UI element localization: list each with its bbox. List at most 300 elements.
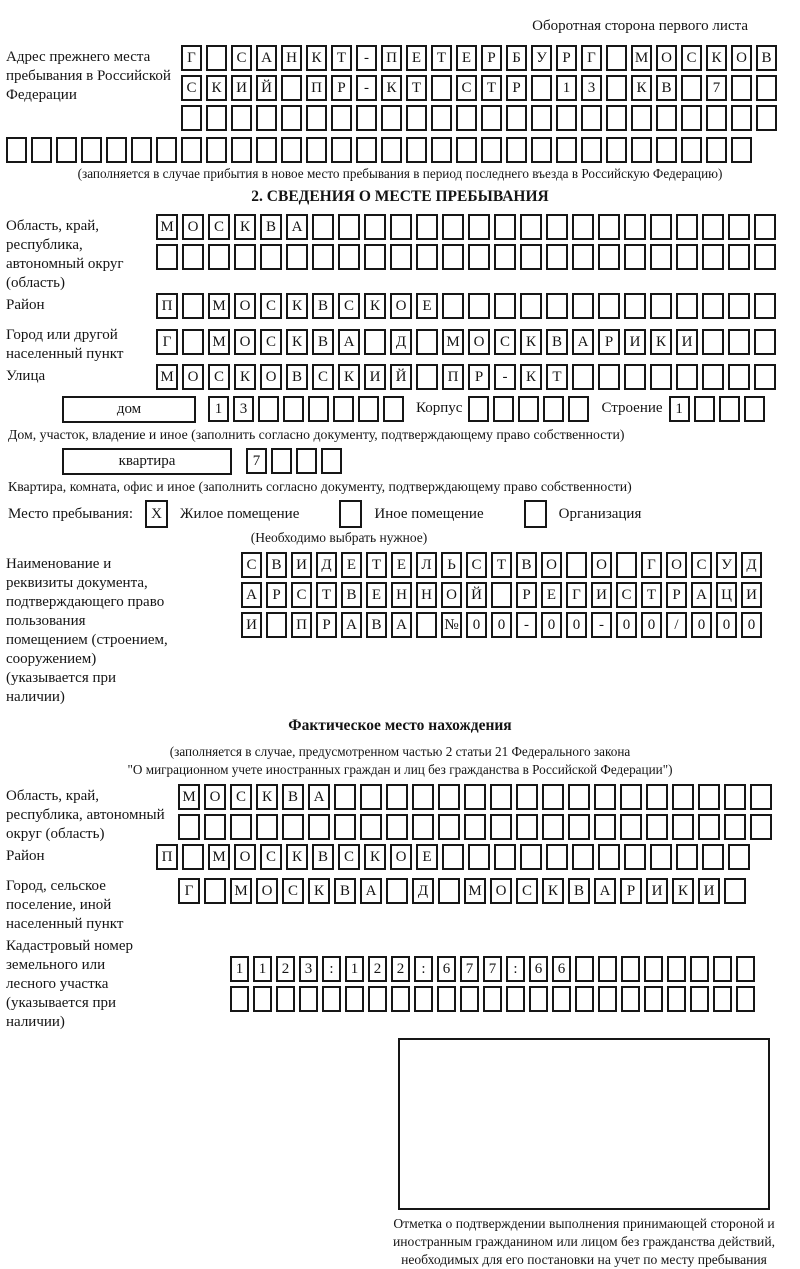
- char-box[interactable]: В: [312, 293, 334, 319]
- char-box[interactable]: [334, 784, 356, 810]
- char-box[interactable]: О: [260, 364, 282, 390]
- char-box[interactable]: А: [308, 784, 330, 810]
- char-box[interactable]: С: [231, 45, 252, 71]
- char-box[interactable]: [442, 844, 464, 870]
- char-box[interactable]: [520, 214, 542, 240]
- char-box[interactable]: [529, 986, 548, 1012]
- char-box[interactable]: [702, 844, 724, 870]
- char-box[interactable]: [468, 293, 490, 319]
- char-box[interactable]: [334, 814, 356, 840]
- char-box[interactable]: :: [506, 956, 525, 982]
- char-box[interactable]: Д: [316, 552, 337, 578]
- char-box[interactable]: С: [494, 329, 516, 355]
- char-box[interactable]: [620, 784, 642, 810]
- char-box[interactable]: [286, 244, 308, 270]
- char-box[interactable]: [616, 552, 637, 578]
- char-box[interactable]: И: [741, 582, 762, 608]
- char-box[interactable]: [531, 105, 552, 131]
- char-box[interactable]: Т: [366, 552, 387, 578]
- char-box[interactable]: Р: [620, 878, 642, 904]
- char-box[interactable]: К: [234, 364, 256, 390]
- char-box[interactable]: [506, 105, 527, 131]
- char-box[interactable]: [690, 956, 709, 982]
- char-box[interactable]: [56, 137, 77, 163]
- char-box[interactable]: [386, 878, 408, 904]
- char-box[interactable]: [676, 214, 698, 240]
- char-box[interactable]: [644, 956, 663, 982]
- char-box[interactable]: [464, 814, 486, 840]
- char-box[interactable]: 1: [253, 956, 272, 982]
- char-box[interactable]: [606, 137, 627, 163]
- char-box[interactable]: О: [234, 293, 256, 319]
- char-box[interactable]: [531, 137, 552, 163]
- char-box[interactable]: Р: [666, 582, 687, 608]
- char-box[interactable]: -: [356, 45, 377, 71]
- char-box[interactable]: [178, 814, 200, 840]
- char-box[interactable]: 1: [556, 75, 577, 101]
- char-box[interactable]: К: [381, 75, 402, 101]
- char-box[interactable]: 0: [541, 612, 562, 638]
- char-box[interactable]: С: [312, 364, 334, 390]
- char-box[interactable]: [542, 784, 564, 810]
- char-box[interactable]: [283, 396, 304, 422]
- char-box[interactable]: [181, 105, 202, 131]
- char-box[interactable]: [386, 784, 408, 810]
- char-box[interactable]: [386, 814, 408, 840]
- char-box[interactable]: [750, 784, 772, 810]
- char-box[interactable]: [556, 105, 577, 131]
- char-box[interactable]: Г: [178, 878, 200, 904]
- char-box[interactable]: [690, 986, 709, 1012]
- char-box[interactable]: О: [541, 552, 562, 578]
- char-box[interactable]: Р: [331, 75, 352, 101]
- char-box[interactable]: [182, 293, 204, 319]
- char-box[interactable]: [464, 784, 486, 810]
- char-box[interactable]: [702, 364, 724, 390]
- char-box[interactable]: [506, 986, 525, 1012]
- char-box[interactable]: С: [208, 214, 230, 240]
- char-box[interactable]: В: [341, 582, 362, 608]
- char-box[interactable]: [490, 784, 512, 810]
- char-box[interactable]: Е: [341, 552, 362, 578]
- char-box[interactable]: [416, 329, 438, 355]
- char-box[interactable]: И: [624, 329, 646, 355]
- char-box[interactable]: [206, 137, 227, 163]
- char-box[interactable]: [468, 244, 490, 270]
- char-box[interactable]: [106, 137, 127, 163]
- char-box[interactable]: [728, 329, 750, 355]
- char-box[interactable]: 2: [368, 956, 387, 982]
- char-box[interactable]: [391, 986, 410, 1012]
- char-box[interactable]: О: [390, 293, 412, 319]
- char-box[interactable]: [698, 784, 720, 810]
- char-box[interactable]: [333, 396, 354, 422]
- stay-type-checkbox-residential[interactable]: X: [145, 500, 168, 528]
- char-box[interactable]: [358, 396, 379, 422]
- char-box[interactable]: С: [681, 45, 702, 71]
- char-box[interactable]: [156, 137, 177, 163]
- char-box[interactable]: И: [646, 878, 668, 904]
- char-box[interactable]: [681, 75, 702, 101]
- char-box[interactable]: О: [204, 784, 226, 810]
- char-box[interactable]: [598, 214, 620, 240]
- char-box[interactable]: [338, 244, 360, 270]
- char-box[interactable]: П: [291, 612, 312, 638]
- char-box[interactable]: [728, 844, 750, 870]
- char-box[interactable]: [204, 814, 226, 840]
- char-box[interactable]: Е: [416, 293, 438, 319]
- char-box[interactable]: А: [256, 45, 277, 71]
- char-box[interactable]: [606, 45, 627, 71]
- char-box[interactable]: [282, 814, 304, 840]
- stay-type-checkbox-other[interactable]: [339, 500, 362, 528]
- char-box[interactable]: Р: [316, 612, 337, 638]
- char-box[interactable]: Г: [181, 45, 202, 71]
- char-box[interactable]: М: [178, 784, 200, 810]
- char-box[interactable]: [594, 814, 616, 840]
- char-box[interactable]: [667, 956, 686, 982]
- char-box[interactable]: [281, 75, 302, 101]
- char-box[interactable]: К: [520, 364, 542, 390]
- char-box[interactable]: [356, 105, 377, 131]
- char-box[interactable]: Н: [281, 45, 302, 71]
- char-box[interactable]: К: [338, 364, 360, 390]
- char-box[interactable]: Т: [491, 552, 512, 578]
- char-box[interactable]: Е: [391, 552, 412, 578]
- char-box[interactable]: [431, 105, 452, 131]
- char-box[interactable]: [390, 214, 412, 240]
- char-box[interactable]: И: [231, 75, 252, 101]
- char-box[interactable]: С: [291, 582, 312, 608]
- char-box[interactable]: С: [241, 552, 262, 578]
- char-box[interactable]: И: [698, 878, 720, 904]
- char-box[interactable]: [644, 986, 663, 1012]
- char-box[interactable]: [321, 448, 342, 474]
- char-box[interactable]: В: [260, 214, 282, 240]
- char-box[interactable]: А: [338, 329, 360, 355]
- char-box[interactable]: [338, 214, 360, 240]
- char-box[interactable]: [546, 214, 568, 240]
- char-box[interactable]: О: [468, 329, 490, 355]
- char-box[interactable]: [390, 244, 412, 270]
- char-box[interactable]: С: [282, 878, 304, 904]
- char-box[interactable]: -: [356, 75, 377, 101]
- char-box[interactable]: [31, 137, 52, 163]
- char-box[interactable]: [621, 956, 640, 982]
- char-box[interactable]: [520, 244, 542, 270]
- char-box[interactable]: С: [208, 364, 230, 390]
- char-box[interactable]: [728, 214, 750, 240]
- char-box[interactable]: [676, 244, 698, 270]
- char-box[interactable]: [702, 293, 724, 319]
- char-box[interactable]: [431, 137, 452, 163]
- char-box[interactable]: [650, 844, 672, 870]
- char-box[interactable]: 3: [581, 75, 602, 101]
- char-box[interactable]: [312, 244, 334, 270]
- char-box[interactable]: [620, 814, 642, 840]
- char-box[interactable]: 7: [706, 75, 727, 101]
- char-box[interactable]: [260, 244, 282, 270]
- char-box[interactable]: 0: [741, 612, 762, 638]
- char-box[interactable]: [296, 448, 317, 474]
- char-box[interactable]: [706, 105, 727, 131]
- char-box[interactable]: [516, 784, 538, 810]
- char-box[interactable]: Т: [481, 75, 502, 101]
- char-box[interactable]: К: [520, 329, 542, 355]
- char-box[interactable]: [231, 105, 252, 131]
- char-box[interactable]: [81, 137, 102, 163]
- char-box[interactable]: [594, 784, 616, 810]
- char-box[interactable]: 7: [246, 448, 267, 474]
- char-box[interactable]: [731, 137, 752, 163]
- char-box[interactable]: М: [442, 329, 464, 355]
- char-box[interactable]: М: [208, 844, 230, 870]
- char-box[interactable]: [412, 814, 434, 840]
- char-box[interactable]: К: [364, 293, 386, 319]
- char-box[interactable]: П: [306, 75, 327, 101]
- char-box[interactable]: [416, 214, 438, 240]
- char-box[interactable]: С: [230, 784, 252, 810]
- char-box[interactable]: 1: [208, 396, 229, 422]
- char-box[interactable]: [206, 105, 227, 131]
- char-box[interactable]: [456, 137, 477, 163]
- char-box[interactable]: В: [282, 784, 304, 810]
- char-box[interactable]: [381, 137, 402, 163]
- char-box[interactable]: [360, 814, 382, 840]
- char-box[interactable]: И: [241, 612, 262, 638]
- char-box[interactable]: [258, 396, 279, 422]
- char-box[interactable]: И: [591, 582, 612, 608]
- char-box[interactable]: Б: [506, 45, 527, 71]
- char-box[interactable]: [624, 364, 646, 390]
- char-box[interactable]: Д: [741, 552, 762, 578]
- char-box[interactable]: [345, 986, 364, 1012]
- char-box[interactable]: [598, 844, 620, 870]
- char-box[interactable]: -: [591, 612, 612, 638]
- char-box[interactable]: -: [494, 364, 516, 390]
- char-box[interactable]: Р: [516, 582, 537, 608]
- char-box[interactable]: [306, 105, 327, 131]
- char-box[interactable]: У: [531, 45, 552, 71]
- char-box[interactable]: [702, 329, 724, 355]
- char-box[interactable]: [598, 244, 620, 270]
- char-box[interactable]: В: [756, 45, 777, 71]
- char-box[interactable]: А: [341, 612, 362, 638]
- char-box[interactable]: О: [234, 844, 256, 870]
- char-box[interactable]: [713, 986, 732, 1012]
- char-box[interactable]: [481, 105, 502, 131]
- char-box[interactable]: [650, 293, 672, 319]
- char-box[interactable]: [208, 244, 230, 270]
- char-box[interactable]: Р: [468, 364, 490, 390]
- char-box[interactable]: [460, 986, 479, 1012]
- char-box[interactable]: К: [706, 45, 727, 71]
- char-box[interactable]: П: [381, 45, 402, 71]
- char-box[interactable]: [182, 329, 204, 355]
- char-box[interactable]: Н: [391, 582, 412, 608]
- char-box[interactable]: [572, 214, 594, 240]
- char-box[interactable]: [556, 137, 577, 163]
- char-box[interactable]: [491, 582, 512, 608]
- char-box[interactable]: [322, 986, 341, 1012]
- char-box[interactable]: [520, 844, 542, 870]
- char-box[interactable]: И: [676, 329, 698, 355]
- char-box[interactable]: [416, 364, 438, 390]
- char-box[interactable]: [253, 986, 272, 1012]
- char-box[interactable]: Е: [541, 582, 562, 608]
- char-box[interactable]: [356, 137, 377, 163]
- char-box[interactable]: [756, 75, 777, 101]
- char-box[interactable]: [308, 396, 329, 422]
- char-box[interactable]: [598, 293, 620, 319]
- char-box[interactable]: А: [691, 582, 712, 608]
- char-box[interactable]: [364, 329, 386, 355]
- char-box[interactable]: [728, 244, 750, 270]
- char-box[interactable]: В: [546, 329, 568, 355]
- char-box[interactable]: [381, 105, 402, 131]
- char-box[interactable]: С: [338, 844, 360, 870]
- char-box[interactable]: С: [456, 75, 477, 101]
- char-box[interactable]: В: [656, 75, 677, 101]
- char-box[interactable]: [231, 137, 252, 163]
- char-box[interactable]: [331, 105, 352, 131]
- char-box[interactable]: [572, 293, 594, 319]
- char-box[interactable]: [531, 75, 552, 101]
- char-box[interactable]: У: [716, 552, 737, 578]
- char-box[interactable]: [552, 986, 571, 1012]
- char-box[interactable]: №: [441, 612, 462, 638]
- char-box[interactable]: Р: [506, 75, 527, 101]
- char-box[interactable]: [650, 214, 672, 240]
- char-box[interactable]: О: [656, 45, 677, 71]
- char-box[interactable]: [442, 293, 464, 319]
- char-box[interactable]: [442, 244, 464, 270]
- char-box[interactable]: [676, 844, 698, 870]
- char-box[interactable]: Т: [431, 45, 452, 71]
- char-box[interactable]: [581, 137, 602, 163]
- char-box[interactable]: К: [234, 214, 256, 240]
- char-box[interactable]: Г: [156, 329, 178, 355]
- char-box[interactable]: 3: [233, 396, 254, 422]
- char-box[interactable]: [713, 956, 732, 982]
- char-box[interactable]: И: [291, 552, 312, 578]
- char-box[interactable]: О: [256, 878, 278, 904]
- char-box[interactable]: [681, 137, 702, 163]
- char-box[interactable]: [598, 986, 617, 1012]
- char-box[interactable]: В: [266, 552, 287, 578]
- char-box[interactable]: [438, 784, 460, 810]
- char-box[interactable]: К: [672, 878, 694, 904]
- char-box[interactable]: [650, 244, 672, 270]
- char-box[interactable]: О: [441, 582, 462, 608]
- char-box[interactable]: 0: [491, 612, 512, 638]
- char-box[interactable]: [621, 986, 640, 1012]
- char-box[interactable]: Й: [390, 364, 412, 390]
- char-box[interactable]: [702, 214, 724, 240]
- char-box[interactable]: О: [182, 364, 204, 390]
- char-box[interactable]: 0: [716, 612, 737, 638]
- char-box[interactable]: [728, 293, 750, 319]
- char-box[interactable]: [568, 396, 589, 422]
- char-box[interactable]: 0: [691, 612, 712, 638]
- char-box[interactable]: [676, 293, 698, 319]
- char-box[interactable]: [182, 244, 204, 270]
- char-box[interactable]: [156, 244, 178, 270]
- char-box[interactable]: О: [731, 45, 752, 71]
- char-box[interactable]: К: [306, 45, 327, 71]
- char-box[interactable]: Т: [316, 582, 337, 608]
- char-box[interactable]: [598, 364, 620, 390]
- char-box[interactable]: [754, 364, 776, 390]
- char-box[interactable]: [412, 784, 434, 810]
- char-box[interactable]: Т: [641, 582, 662, 608]
- char-box[interactable]: Н: [416, 582, 437, 608]
- char-box[interactable]: Р: [481, 45, 502, 71]
- char-box[interactable]: [672, 784, 694, 810]
- char-box[interactable]: [442, 214, 464, 240]
- char-box[interactable]: [468, 214, 490, 240]
- char-box[interactable]: [383, 396, 404, 422]
- char-box[interactable]: Р: [556, 45, 577, 71]
- char-box[interactable]: [750, 814, 772, 840]
- char-box[interactable]: [736, 986, 755, 1012]
- char-box[interactable]: [331, 137, 352, 163]
- char-box[interactable]: [230, 986, 249, 1012]
- char-box[interactable]: [266, 612, 287, 638]
- char-box[interactable]: Г: [641, 552, 662, 578]
- char-box[interactable]: [431, 75, 452, 101]
- char-box[interactable]: [299, 986, 318, 1012]
- char-box[interactable]: 2: [391, 956, 410, 982]
- char-box[interactable]: -: [516, 612, 537, 638]
- char-box[interactable]: С: [338, 293, 360, 319]
- char-box[interactable]: О: [490, 878, 512, 904]
- char-box[interactable]: [494, 293, 516, 319]
- char-box[interactable]: В: [312, 329, 334, 355]
- char-box[interactable]: Л: [416, 552, 437, 578]
- char-box[interactable]: К: [256, 784, 278, 810]
- char-box[interactable]: [624, 244, 646, 270]
- char-box[interactable]: Е: [416, 844, 438, 870]
- char-box[interactable]: [568, 784, 590, 810]
- char-box[interactable]: Е: [406, 45, 427, 71]
- char-box[interactable]: [271, 448, 292, 474]
- char-box[interactable]: [744, 396, 765, 422]
- char-box[interactable]: М: [156, 364, 178, 390]
- char-box[interactable]: [724, 878, 746, 904]
- char-box[interactable]: 1: [345, 956, 364, 982]
- char-box[interactable]: [234, 244, 256, 270]
- char-box[interactable]: О: [390, 844, 412, 870]
- char-box[interactable]: [706, 137, 727, 163]
- char-box[interactable]: [256, 814, 278, 840]
- char-box[interactable]: [543, 396, 564, 422]
- char-box[interactable]: О: [182, 214, 204, 240]
- char-box[interactable]: [728, 364, 750, 390]
- char-box[interactable]: [546, 844, 568, 870]
- char-box[interactable]: [676, 364, 698, 390]
- char-box[interactable]: 3: [299, 956, 318, 982]
- char-box[interactable]: [650, 364, 672, 390]
- char-box[interactable]: В: [516, 552, 537, 578]
- char-box[interactable]: [719, 396, 740, 422]
- char-box[interactable]: К: [631, 75, 652, 101]
- char-box[interactable]: [230, 814, 252, 840]
- char-box[interactable]: [416, 612, 437, 638]
- char-box[interactable]: [204, 878, 226, 904]
- char-box[interactable]: [506, 137, 527, 163]
- char-box[interactable]: 2: [276, 956, 295, 982]
